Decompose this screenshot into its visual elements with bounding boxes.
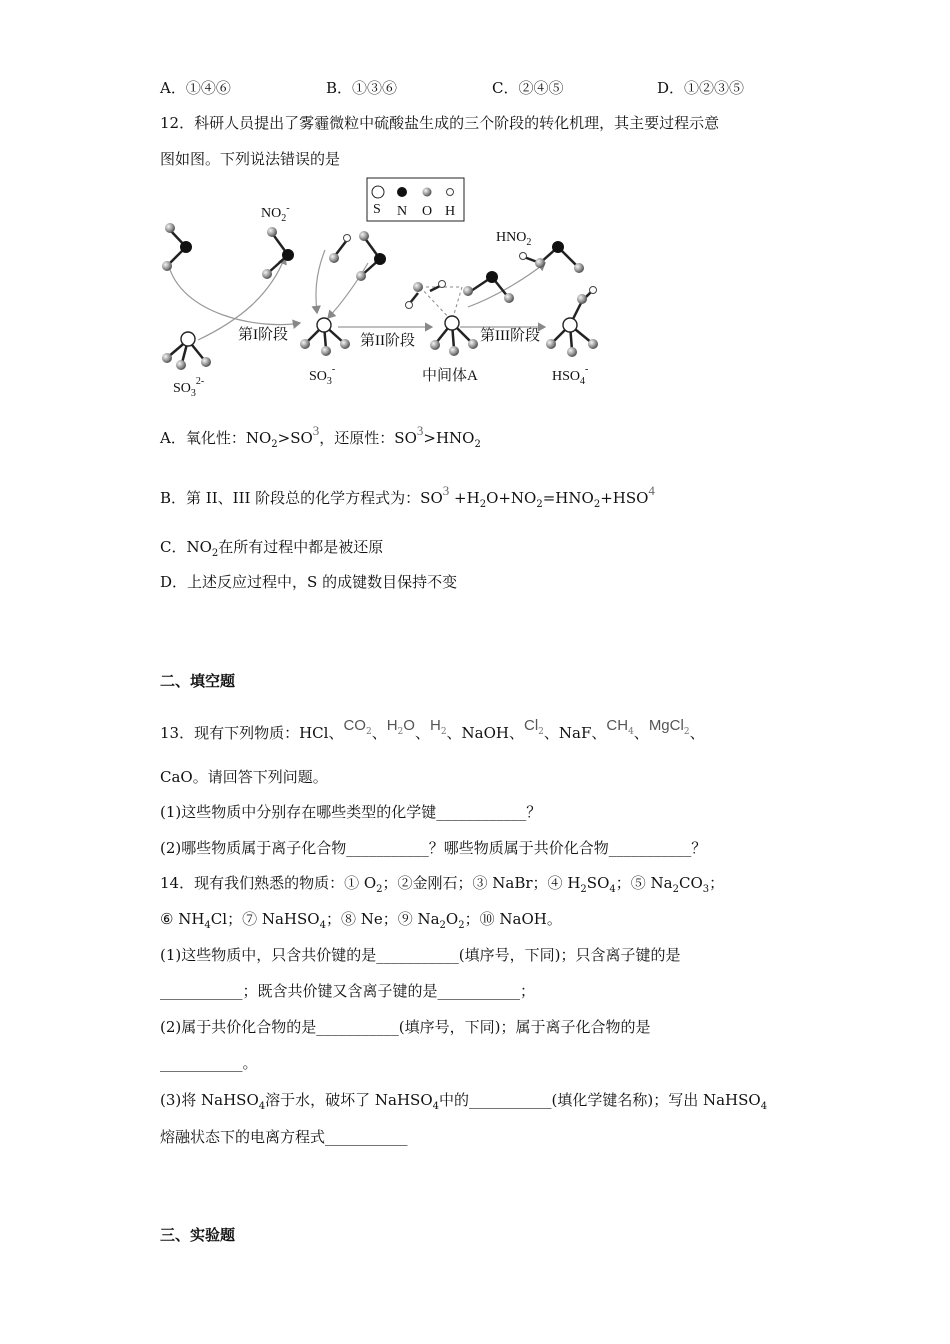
q12-option-a: A．氧化性：$NO_2>SO3$，还原性：$SO3>HNO_2$ [160, 423, 481, 450]
q12-option-b: B．第 II、III 阶段总的化学方程式为：$SO3 +H_2O+NO_2=HNO_2+HSO4$ [160, 483, 655, 510]
q14-part1-line1: (1)这些物质中，只含共价键的是___________(填序号，下同)；只含离子键的是 [160, 946, 681, 964]
q14-stem-line2: ⑥ $NH_4Cl$；⑦ NaHSO$_4$；⑧ Ne；⑨ $Na_2O_2$；⑩ NaOH。 [160, 910, 562, 931]
q13-stem: 13．现有下列物质：HCl、$CO^2$、$H^2O$、$H^2$、NaOH、Cl$^2$、NaF、$CH^4$、MgCl$^2$、 [160, 717, 705, 742]
q14-part2-line1: (2)属于共价化合物的是___________(填序号，下同)；属于离子化合物的是 [160, 1018, 651, 1036]
label-so3-minus: $SO_3^-$ [309, 364, 336, 387]
section-3-heading: 三、实验题 [160, 1226, 236, 1244]
q12-option-d: D．上述反应过程中，S 的成键数目保持不变 [160, 573, 458, 591]
q12-mechanism-figure [150, 175, 620, 405]
q11-option-d: D．①②③⑤ [657, 79, 745, 97]
label-intermediate-a: 中间体A [422, 368, 478, 384]
legend-box [367, 178, 464, 221]
label-stage-1: 第I阶段 [238, 327, 288, 343]
label-hso4-minus: $HSO_4^-$ [552, 364, 589, 387]
q14-part1-line2: ___________；既含共价键又含离子键的是___________； [160, 982, 536, 1000]
q14-part2-line2: ___________。 [160, 1054, 258, 1072]
section-2-heading: 二、填空题 [160, 672, 236, 690]
label-stage-3: 第III阶段 [480, 328, 540, 344]
q12-option-c: C．$NO_2$在所有过程中都是被还原 [160, 538, 384, 559]
q13-part2: (2)哪些物质属于离子化合物___________？哪些物质属于共价化合物___________？ [160, 839, 707, 857]
legend-o: O [422, 204, 433, 219]
legend-h: H [445, 204, 456, 219]
intermediate-dashed-bonds [420, 287, 462, 321]
q13-part1: (1)这些物质中分别存在哪些类型的化学键____________？ [160, 803, 542, 821]
q14-part3-line1: (3)将 NaHSO$_4$溶于水，破坏了 NaHSO$_4$中的___________(填化学键名称)；写出 NaHSO$_4$ [160, 1091, 768, 1112]
q11-option-c: C．②④⑤ [492, 79, 564, 97]
q12-stem-line2: 图如图。下列说法错误的是 [160, 150, 341, 168]
q14-stem-line1: 14．现有我们熟悉的物质：① $O_2$；②金刚石；③ NaBr；④ $H_2SO_4$；⑤ $Na_2CO_3$； [160, 874, 725, 895]
label-no2-minus: $NO_2^-$ [261, 203, 290, 224]
q12-stem-line1: 12．科研人员提出了雾霾微粒中硫酸盐生成的三个阶段的转化机理，其主要过程示意 [160, 114, 720, 132]
reaction-arrows [168, 250, 545, 340]
q11-option-a: A．①④⑥ [160, 79, 231, 97]
legend-s: S [373, 202, 381, 217]
label-so3-2minus: $SO_3^{2-}$ [173, 376, 205, 399]
label-stage-2: 第II阶段 [360, 333, 415, 349]
q14-part3-line2: 熔融状态下的电离方程式___________ [160, 1128, 408, 1146]
q11-option-b: B．①③⑥ [326, 79, 398, 97]
legend-n: N [397, 204, 408, 219]
q13-stem-line2: CaO。请回答下列问题。 [160, 768, 328, 786]
label-hno2: $HNO_2$ [496, 230, 532, 248]
